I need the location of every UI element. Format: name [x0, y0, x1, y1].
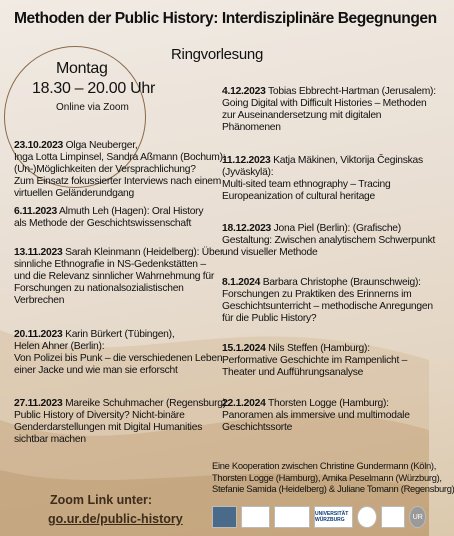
university-logo — [381, 506, 406, 528]
event-item: 4.12.2023 Tobias Ebbrecht-Hartman (Jerusalem): Going Digital with Difficult Histories – Methoden zur Auseinandersetzung mit digitalen Phänomenen — [222, 86, 436, 133]
event-item: 8.1.2024 Barbara Christophe (Braunschweig): Forschungen zu Praktiken des Erinnerns im Geschichtsunterricht – methodische Anregungen für die Public History? — [222, 277, 433, 324]
university-logo — [212, 506, 237, 528]
zoom-label: Zoom Link unter: — [50, 493, 153, 507]
logo-strip — [212, 506, 426, 528]
event-item: 22.1.2024 Thorsten Logge (Hamburg): Panoramen als immersive und multimodale Geschichtssorte — [222, 398, 410, 433]
seal-logo — [357, 506, 377, 528]
university-logo: UNIVERSITÄT WÜRZBURG — [314, 506, 353, 528]
event-item: 18.12.2023 Jona Piel (Berlin): (Grafische) Gestaltung: Zwischen analytischem Schwerpunkt und visueller Methode — [222, 223, 436, 258]
page-subtitle: Ringvorlesung — [171, 46, 263, 63]
university-logo: UR — [409, 506, 426, 528]
zoom-link[interactable]: go.ur.de/public-history — [48, 512, 183, 526]
event-item: 27.11.2023 Mareike Schuhmacher (Regensburg): Public History of Diversity? Nicht-binäre Genderdarstellungen mit Digital Humanities sichtbar machen — [14, 398, 229, 445]
university-logo — [241, 506, 270, 528]
event-item: 13.11.2023 Sarah Kleinmann (Heidelberg): Über sinnliche Ethnografie in NS-Gedenkstätten – und die Relevanz sinnlicher Wahrnehmung für Forschungen zu nationalsozialistischen Verbrechen — [14, 247, 224, 306]
schedule-time: 18.30 – 20.00 Uhr — [32, 80, 155, 97]
schedule-mode: Online via Zoom — [56, 102, 129, 113]
event-item: 15.1.2024 Nils Steffen (Hamburg): Performative Geschichte im Rampenlicht – Theater und Aufführungsanalyse — [222, 343, 408, 378]
schedule-day: Montag — [56, 60, 108, 77]
university-logo — [274, 506, 310, 528]
cooperation-note: Eine Kooperation zwischen Christine Gundermann (Köln), Thorsten Logge (Hamburg), Arnika Peselmann (Würzburg), Stefanie Samida (Heidelberg) & Juliane Tomann (Regensburg) — [212, 460, 454, 495]
event-item: 23.10.2023 Olga Neuberger, Inga Lotta Limpinsel, Sandra Aßmann (Bochum): (Un-)Möglichkeiten der Versprachlichung? Zum Einsatz fokussierter Interviews nach einem virtuellen Geländerundgang — [14, 140, 226, 199]
page-title: Methoden der Public History: Interdisziplinäre Begegnungen — [14, 10, 437, 27]
event-item: 20.11.2023 Karin Bürkert (Tübingen), Helen Ahner (Berlin): Von Polizei bis Punk – die verschiedenen Leben einer Jacke und wie man sie erforscht — [14, 329, 223, 376]
event-item: 6.11.2023 Almuth Leh (Hagen): Oral History als Methode der Geschichtswissenschaft — [14, 206, 204, 229]
event-item: 11.12.2023 Katja Mäkinen, Viktorija Čeginskas (Jyväskylä): Multi-sited team ethnography – Tracing Europeanization of cultural heritage — [222, 155, 423, 202]
